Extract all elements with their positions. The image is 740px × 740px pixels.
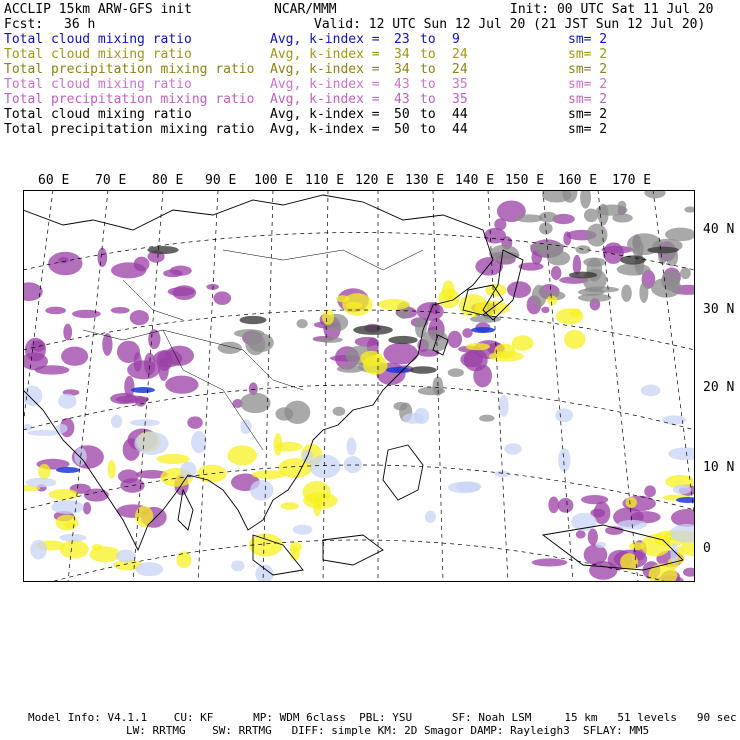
legend-field: Total cloud mixing ratio [4, 47, 192, 62]
gray-cloud-patch [296, 319, 307, 328]
purple-cloud-patch [102, 333, 112, 356]
purple-cloud-patch [548, 497, 559, 514]
gray-cloud-patch [218, 342, 242, 354]
purple-cloud-patch [563, 231, 571, 245]
lightblue-cloud-patch [191, 431, 206, 453]
purple-cloud-patch [72, 310, 101, 318]
gray-cloud-patch [612, 213, 632, 222]
product-title: ACCLIP 15km ARW-GFS init [4, 2, 192, 17]
legend-to: to [420, 62, 436, 77]
legend-sm: sm= 2 [568, 122, 608, 137]
gray-cloud-patch [333, 407, 346, 416]
gray-cloud-patch [284, 401, 310, 424]
purple-cloud-patch [581, 495, 608, 504]
purple-cloud-patch [25, 338, 46, 362]
yellow-precip-patch [438, 288, 459, 308]
legend-k1: 43 [394, 77, 410, 92]
yellow-precip-patch [378, 299, 410, 310]
purple-cloud-patch [464, 349, 488, 371]
blue-cloud-streak [471, 327, 495, 333]
legend-k1: 23 [394, 32, 410, 47]
legend-k1: 50 [394, 107, 410, 122]
yellow-precip-patch [313, 495, 322, 516]
lon-label: 70 E [95, 173, 127, 188]
lightblue-cloud-patch [26, 478, 57, 487]
purple-cloud-patch [130, 310, 149, 325]
lon-label: 120 E [355, 173, 395, 188]
legend-k1: 34 [394, 47, 410, 62]
dark-core-patch [388, 336, 417, 344]
lightblue-cloud-patch [23, 386, 42, 406]
gray-cloud-patch [516, 214, 543, 222]
dark-core-patch [353, 325, 393, 335]
legend-avg: Avg, k-index = [270, 77, 380, 92]
purple-cloud-patch [507, 281, 531, 298]
dark-core-patch [569, 272, 597, 279]
legend-k2: 35 [452, 77, 468, 92]
lightblue-cloud-patch [51, 500, 83, 514]
legend-avg: Avg, k-index = [270, 47, 380, 62]
forecast-label: Fcst: [4, 17, 44, 32]
purple-cloud-patch [111, 262, 146, 278]
valid-time: Valid: 12 UTC Sun 12 Jul 20 (21 JST Sun 12 Jul 20) [314, 17, 706, 32]
purple-cloud-patch [541, 307, 549, 313]
blue-cloud-streak [386, 367, 410, 373]
purple-cloud-patch [558, 498, 574, 513]
legend-k1: 34 [394, 62, 410, 77]
lightblue-cloud-patch [58, 394, 76, 409]
legend-k1: 50 [394, 122, 410, 137]
legend-to: to [420, 107, 436, 122]
yellow-precip-patch [273, 433, 282, 456]
yellow-precip-patch [108, 460, 116, 478]
legend-avg: Avg, k-index = [270, 62, 380, 77]
gray-cloud-patch [598, 204, 609, 226]
legend-field: Total precipitation mixing ratio [4, 62, 255, 77]
yellow-precip-patch [512, 335, 534, 350]
purple-cloud-patch [116, 395, 149, 403]
lightblue-cloud-patch [240, 419, 251, 434]
gray-cloud-patch [448, 368, 464, 377]
yellow-precip-patch [227, 445, 257, 465]
legend-field: Total cloud mixing ratio [4, 77, 192, 92]
yellow-precip-patch [556, 308, 584, 324]
purple-cloud-patch [127, 360, 160, 379]
lightblue-cloud-patch [27, 430, 61, 436]
purple-cloud-patch [48, 252, 82, 275]
yellow-precip-patch [60, 540, 89, 559]
purple-cloud-patch [383, 343, 418, 365]
organization-label: NCAR/MMM [274, 2, 337, 17]
lightblue-cloud-patch [673, 485, 691, 495]
lightblue-cloud-patch [134, 432, 168, 455]
legend-to: to [420, 77, 436, 92]
lightblue-cloud-patch [293, 525, 313, 535]
lon-label: 60 E [38, 173, 70, 188]
legend-avg: Avg, k-index = [270, 92, 380, 107]
lightblue-cloud-patch [310, 455, 341, 479]
dark-core-patch [240, 316, 267, 324]
purple-cloud-patch [551, 266, 562, 280]
legend-to: to [420, 92, 436, 107]
purple-cloud-patch [58, 257, 68, 263]
legend-sm: sm= 2 [568, 47, 608, 62]
yellow-precip-patch [38, 464, 50, 479]
legend-k1: 43 [394, 92, 410, 107]
lon-label: 140 E [455, 173, 495, 188]
lon-label: 150 E [505, 173, 545, 188]
gray-cloud-patch [680, 267, 691, 279]
gray-cloud-patch [418, 387, 445, 395]
blue-cloud-streak [131, 387, 155, 393]
purple-cloud-patch [448, 331, 462, 348]
purple-cloud-patch [61, 347, 88, 366]
lightblue-cloud-patch [346, 437, 356, 455]
yellow-precip-patch [629, 542, 644, 550]
purple-cloud-patch [532, 558, 568, 566]
legend-k2: 44 [452, 122, 468, 137]
legend-k2: 35 [452, 92, 468, 107]
legend-avg: Avg, k-index = [270, 122, 380, 137]
lightblue-cloud-patch [456, 481, 481, 491]
legend-field: Total cloud mixing ratio [4, 32, 192, 47]
yellow-precip-patch [90, 546, 121, 562]
lightblue-cloud-patch [662, 415, 686, 424]
lightblue-cloud-patch [135, 562, 163, 576]
legend-k2: 9 [452, 32, 460, 47]
lightblue-cloud-patch [231, 560, 244, 571]
init-time: Init: 00 UTC Sat 11 Jul 20 [510, 2, 714, 17]
yellow-precip-patch [459, 294, 487, 317]
gray-cloud-patch [639, 282, 648, 303]
legend-sm: sm= 2 [568, 62, 608, 77]
purple-cloud-patch [45, 307, 66, 315]
gray-cloud-patch [578, 288, 604, 295]
lightblue-cloud-patch [504, 443, 522, 454]
legend-k2: 24 [452, 47, 468, 62]
purple-cloud-patch [165, 376, 198, 394]
gray-cloud-patch [583, 257, 605, 266]
model-physics-line: LW: RRTMG SW: RRTMG DIFF: simple KM: 2D Smagor DAMP: Rayleigh3 SFLAY: MM5 [126, 724, 650, 737]
purple-cloud-patch [168, 287, 195, 296]
lightblue-cloud-patch [641, 385, 661, 397]
purple-cloud-patch [187, 416, 203, 428]
legend-sm: sm= 2 [568, 77, 608, 92]
gray-cloud-patch [532, 285, 547, 307]
yellow-precip-patch [494, 344, 515, 359]
yellow-precip-patch [342, 293, 372, 316]
lightblue-cloud-patch [558, 448, 571, 472]
purple-cloud-patch [355, 337, 379, 347]
legend-sm: sm= 2 [568, 107, 608, 122]
lat-label: 0 [703, 541, 711, 556]
purple-cloud-patch [83, 502, 91, 514]
legend-to: to [420, 32, 436, 47]
yellow-precip-patch [135, 506, 153, 527]
purple-cloud-patch [63, 324, 72, 341]
gray-cloud-patch [665, 228, 695, 242]
blue-cloud-streak [56, 467, 80, 473]
legend-sm: sm= 2 [568, 92, 608, 107]
purple-cloud-patch [111, 307, 130, 314]
forecast-hour: 36 h [64, 17, 96, 32]
yellow-precip-patch [626, 497, 637, 508]
lightblue-cloud-patch [402, 413, 424, 424]
yellow-precip-patch [322, 309, 334, 324]
lightblue-cloud-patch [555, 408, 573, 422]
gray-cloud-patch [248, 333, 274, 352]
lightblue-cloud-patch [425, 511, 436, 523]
lon-label: 100 E [254, 173, 294, 188]
dark-core-patch [647, 247, 679, 254]
lon-label: 110 E [305, 173, 345, 188]
map-panel [23, 190, 695, 582]
gray-cloud-patch [489, 245, 519, 262]
gray-cloud-patch [617, 263, 651, 275]
gray-cloud-patch [576, 245, 591, 254]
gray-cloud-patch [479, 415, 494, 422]
legend-k2: 44 [452, 107, 468, 122]
yellow-precip-patch [290, 542, 302, 552]
lon-label: 130 E [405, 173, 445, 188]
legend-to: to [420, 47, 436, 62]
gray-cloud-patch [318, 337, 343, 343]
legend-field: Total precipitation mixing ratio [4, 122, 255, 137]
lightblue-cloud-patch [499, 395, 509, 417]
lon-label: 80 E [152, 173, 184, 188]
legend-to: to [420, 122, 436, 137]
lightblue-cloud-patch [116, 550, 136, 563]
purple-cloud-patch [117, 341, 140, 363]
yellow-precip-patch [281, 502, 299, 510]
lightblue-cloud-patch [30, 540, 47, 560]
purple-cloud-patch [163, 269, 182, 277]
lightblue-cloud-patch [111, 415, 122, 429]
purple-cloud-patch [84, 489, 109, 502]
gray-cloud-patch [586, 224, 607, 247]
purple-cloud-patch [588, 529, 598, 546]
purple-cloud-patch [589, 561, 617, 580]
lon-label: 170 E [612, 173, 652, 188]
lightblue-cloud-patch [344, 456, 362, 473]
gray-cloud-patch [584, 208, 598, 222]
yellow-precip-patch [49, 489, 79, 500]
purple-cloud-patch [97, 248, 107, 267]
lon-label: 90 E [205, 173, 237, 188]
gray-cloud-patch [240, 393, 271, 413]
legend-k2: 24 [452, 62, 468, 77]
yellow-precip-patch [564, 330, 585, 349]
legend-field: Total precipitation mixing ratio [4, 92, 255, 107]
gray-cloud-patch [621, 285, 632, 302]
lat-label: 40 N [703, 222, 735, 237]
model-info-line: Model Info: V4.1.1 CU: KF MP: WDM 6class PBL: YSU SF: Noah LSM 15 km 51 levels 90 sec [28, 711, 737, 724]
dark-core-patch [409, 366, 437, 374]
purple-cloud-patch [576, 530, 586, 538]
gray-cloud-patch [415, 317, 427, 338]
yellow-precip-patch [363, 355, 388, 375]
purple-cloud-patch [213, 291, 231, 305]
yellow-precip-patch [176, 551, 191, 568]
purple-cloud-patch [462, 328, 472, 338]
lat-label: 10 N [703, 460, 735, 475]
yellow-precip-patch [466, 343, 490, 350]
dark-core-patch [620, 255, 646, 264]
lightblue-cloud-patch [595, 542, 606, 548]
gray-cloud-patch [618, 201, 627, 211]
legend-field: Total cloud mixing ratio [4, 107, 192, 122]
purple-cloud-patch [644, 485, 656, 497]
lat-label: 30 N [703, 302, 735, 317]
legend-avg: Avg, k-index = [270, 107, 380, 122]
lightblue-cloud-patch [250, 480, 274, 501]
lat-label: 20 N [703, 380, 735, 395]
lon-label: 160 E [558, 173, 598, 188]
legend-sm: sm= 2 [568, 32, 608, 47]
legend-avg: Avg, k-index = [270, 32, 380, 47]
dark-core-patch [147, 246, 178, 254]
